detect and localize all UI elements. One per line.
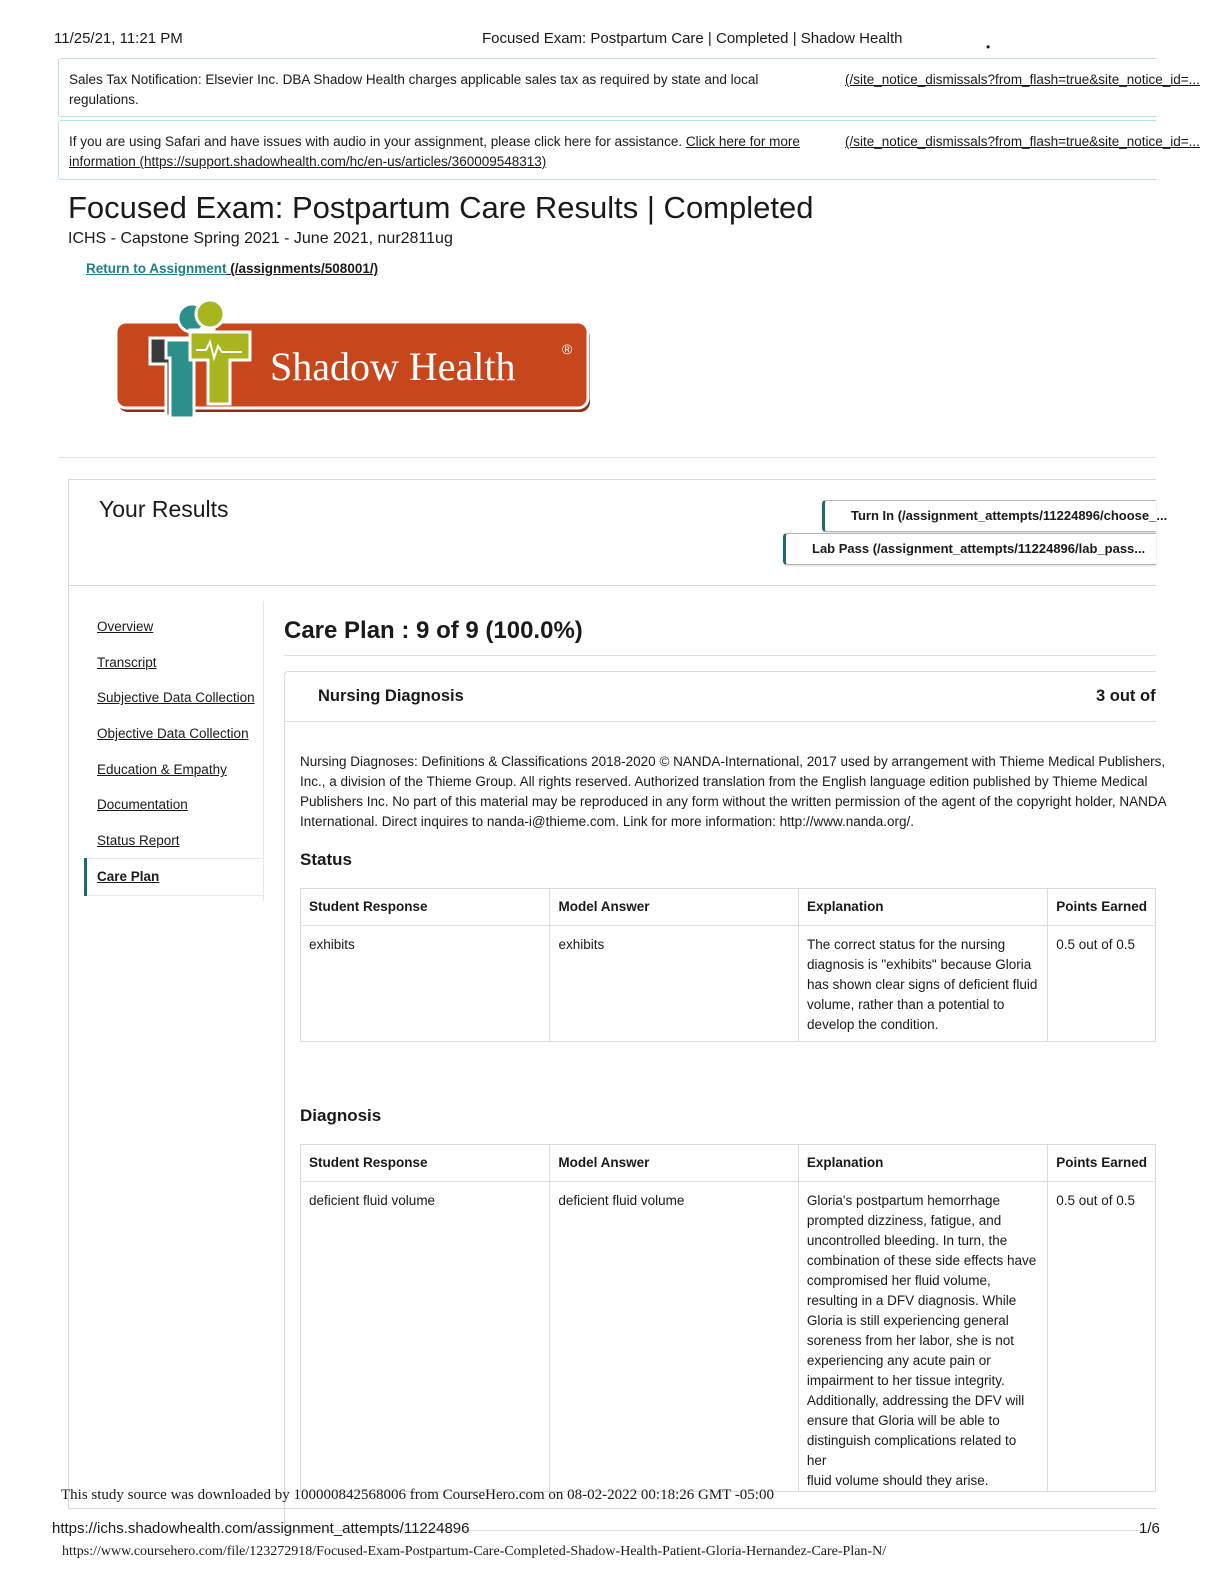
lab-pass-button[interactable]: Lab Pass (/assignment_attempts/11224896/lab_pass... bbox=[783, 533, 1156, 565]
explanation-line: fluid volume should they arise. bbox=[806, 1473, 989, 1488]
explanation-line: Gloria is still experiencing general bbox=[806, 1313, 1009, 1328]
sidebar-item-transcript[interactable]: Transcript bbox=[97, 655, 157, 670]
logo-graphic bbox=[110, 300, 594, 432]
card-score: 3 out of bbox=[1096, 687, 1156, 705]
explanation-line: develop the condition. bbox=[807, 1017, 939, 1032]
explanation-line: resulting in a DFV diagnosis. While bbox=[806, 1293, 1017, 1308]
explanation-line: distinguish complications related to her bbox=[806, 1433, 1017, 1468]
explanation-line: experiencing any acute pain or bbox=[806, 1353, 991, 1368]
table-header-row bbox=[301, 1145, 1156, 1182]
sidebar-separator bbox=[263, 601, 264, 901]
explanation-line: has shown clear signs of deficient fluid bbox=[807, 977, 1038, 992]
coursehero-file-url: https://www.coursehero.com/file/123272918/Focused-Exam-Postpartum-Care-Completed-Shadow-Health-Patient-Gloria-Hernandez-Care-Plan-N/ bbox=[62, 1544, 887, 1559]
copyright-line: Nursing Diagnoses: Definitions & Classifications 2018-2020 © NANDA-International, 2017 used by arrangement with Thieme Medical Publishers, bbox=[300, 754, 1166, 769]
column-header: Explanation bbox=[799, 889, 1048, 926]
status-table bbox=[300, 888, 1156, 1042]
card-title: Nursing Diagnosis bbox=[318, 687, 464, 705]
student-response-cell: deficient fluid volume bbox=[301, 1182, 550, 1492]
sidebar-item-education-empathy[interactable]: Education & Empathy bbox=[97, 762, 227, 777]
sidebar-active-indicator bbox=[84, 858, 87, 896]
care-plan-score-heading: Care Plan : 9 of 9 (100.0%) bbox=[284, 617, 583, 644]
return-link-path[interactable]: (/assignments/508001/) bbox=[226, 261, 379, 276]
table-row bbox=[301, 1182, 1156, 1492]
print-page-title: Focused Exam: Postpartum Care | Completed | Shadow Health bbox=[482, 30, 903, 47]
panel-divider bbox=[69, 585, 1156, 586]
explanation-line: uncontrolled bleeding. In turn, the bbox=[806, 1233, 1008, 1248]
return-link-label[interactable]: Return to Assignment bbox=[86, 261, 227, 276]
diagnosis-heading: Diagnosis bbox=[300, 1106, 382, 1125]
column-header: Model Answer bbox=[550, 889, 799, 926]
column-header: Explanation bbox=[798, 1145, 1047, 1182]
sidebar-item-objective-data[interactable]: Objective Data Collection bbox=[97, 726, 249, 741]
sidebar-item-subjective-data[interactable]: Subjective Data Collection bbox=[97, 690, 255, 705]
logo-registered-mark: ® bbox=[562, 341, 573, 357]
page-title: Focused Exam: Postpartum Care Results | Completed bbox=[68, 190, 814, 225]
explanation-line: volume, rather than a potential to bbox=[807, 997, 1005, 1012]
print-dot: • bbox=[986, 40, 991, 54]
notice-safari-line-1: If you are using Safari and have issues with audio in your assignment, please click here for assistance. bbox=[69, 134, 686, 149]
nanda-copyright-text bbox=[300, 752, 1167, 832]
print-footer-url: https://ichs.shadowhealth.com/assignment_attempts/11224896 bbox=[52, 1520, 470, 1537]
sidebar-item-status-report[interactable]: Status Report bbox=[97, 833, 180, 848]
notice-sales-tax-line-2: regulations. bbox=[69, 92, 139, 107]
support-article-link[interactable]: information (https://support.shadowhealth.com/hc/en-us/articles/360009548313) bbox=[69, 154, 547, 169]
model-answer-cell: exhibits bbox=[550, 926, 799, 1042]
notice-sales-tax bbox=[58, 58, 1200, 117]
notice-safari-text bbox=[69, 132, 829, 172]
points-cell: 0.5 out of 0.5 bbox=[1048, 1182, 1156, 1492]
explanation-cell bbox=[798, 1182, 1047, 1492]
notice-sales-tax-text bbox=[69, 70, 829, 110]
explanation-line: Gloria's postpartum hemorrhage bbox=[806, 1193, 1001, 1208]
points-cell: 0.5 out of 0.5 bbox=[1048, 926, 1156, 1042]
sidebar-item-overview[interactable]: Overview bbox=[97, 619, 154, 634]
print-datetime: 11/25/21, 11:21 PM bbox=[54, 30, 183, 47]
table-header-row bbox=[301, 889, 1156, 926]
explanation-line: ensure that Gloria will be able to bbox=[806, 1413, 1000, 1428]
explanation-line: soreness from her labor, she is not bbox=[806, 1333, 1014, 1348]
copyright-line: Inc., a division of the Thieme Group. All rights reserved. Authorized translation from the English language edition published by Thieme Medical bbox=[300, 774, 1148, 789]
student-response-cell: exhibits bbox=[301, 926, 550, 1042]
click-here-link[interactable]: Click here for more bbox=[685, 134, 800, 149]
diagnosis-table bbox=[300, 1144, 1156, 1492]
course-subtitle: ICHS - Capstone Spring 2021 - June 2021, nur2811ug bbox=[68, 230, 453, 247]
turn-in-button[interactable]: Turn In (/assignment_attempts/11224896/choose_... bbox=[822, 500, 1156, 532]
card-header-rule bbox=[285, 721, 1156, 722]
status-heading: Status bbox=[300, 850, 352, 869]
status-table-wrapper bbox=[300, 888, 1156, 1042]
column-header: Points Earned bbox=[1048, 889, 1156, 926]
explanation-line: compromised her fluid volume, bbox=[806, 1273, 991, 1288]
column-header: Points Earned bbox=[1048, 1145, 1156, 1182]
dismiss-notice-link[interactable]: (/site_notice_dismissals?from_flash=true&site_notice_id=... bbox=[845, 72, 1200, 87]
column-header: Model Answer bbox=[550, 1145, 799, 1182]
explanation-line: The correct status for the nursing bbox=[807, 937, 1006, 952]
column-header: Student Response bbox=[301, 889, 550, 926]
explanation-line: impairment to her tissue integrity. bbox=[806, 1373, 1005, 1388]
column-header: Student Response bbox=[301, 1145, 550, 1182]
notice-safari-audio bbox=[58, 120, 1200, 180]
table-row bbox=[301, 926, 1156, 1042]
notice-sales-tax-line-1: Sales Tax Notification: Elsevier Inc. DBA Shadow Health charges applicable sales tax as required by state and local bbox=[69, 72, 759, 87]
coursehero-download-note: This study source was downloaded by 100000842568006 from CourseHero.com on 08-02-2022 00:18:26 GMT -05:00 bbox=[61, 1487, 774, 1503]
explanation-line: prompted dizziness, fatigue, and bbox=[806, 1213, 1002, 1228]
print-page-number: 1/6 bbox=[1139, 1520, 1160, 1537]
sidebar-item-documentation[interactable]: Documentation bbox=[97, 797, 188, 812]
explanation-cell bbox=[799, 926, 1048, 1042]
divider bbox=[58, 457, 1156, 458]
copyright-line: Publishers Inc. No part of this material may be reproduced in any form without the written permission of the agent of the copyright holder, NANDA bbox=[300, 794, 1167, 809]
model-answer-cell: deficient fluid volume bbox=[550, 1182, 799, 1492]
logo-text: Shadow Health bbox=[270, 344, 516, 389]
explanation-line: combination of these side effects have bbox=[806, 1253, 1037, 1268]
return-to-assignment-link[interactable] bbox=[86, 261, 378, 276]
your-results-heading: Your Results bbox=[99, 496, 229, 522]
explanation-line: Additionally, addressing the DFV will bbox=[806, 1393, 1025, 1408]
dismiss-notice-link[interactable]: (/site_notice_dismissals?from_flash=true&site_notice_id=... bbox=[845, 134, 1200, 149]
heading-rule bbox=[284, 655, 1156, 656]
diagnosis-table-wrapper bbox=[300, 1144, 1156, 1488]
sidebar-item-care-plan[interactable]: Care Plan bbox=[97, 869, 160, 884]
explanation-line: diagnosis is "exhibits" because Gloria bbox=[807, 957, 1032, 972]
copyright-line: International. Direct inquires to nanda-i@thieme.com. Link for more information: http://www.nanda.org/. bbox=[300, 814, 914, 829]
shadow-health-logo bbox=[110, 300, 594, 432]
